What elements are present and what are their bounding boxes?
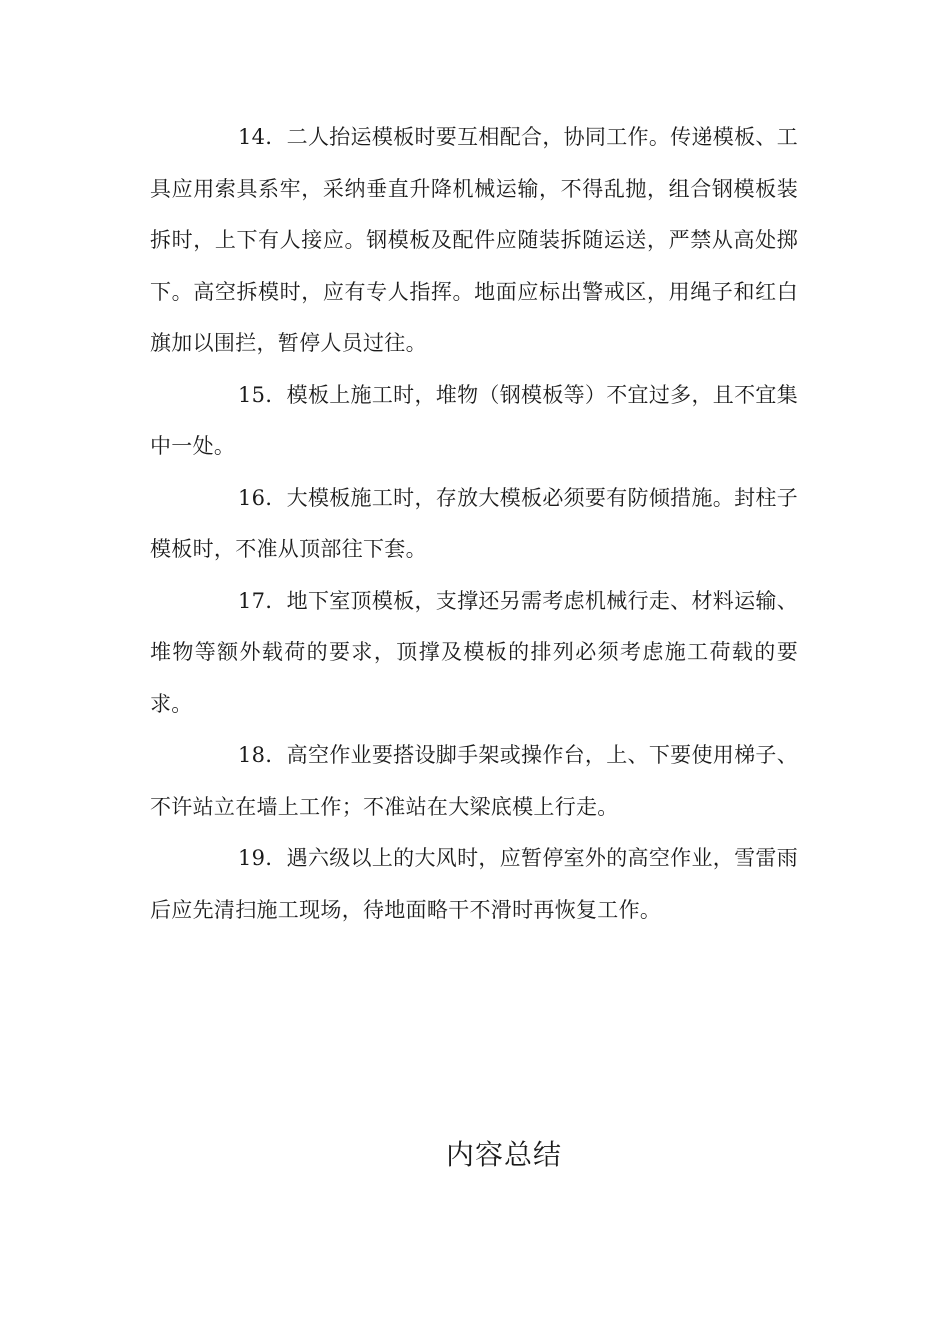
paragraph-19: 19．遇六级以上的大风时，应暂停室外的高空作业，雪雷雨后应先清扫施工现场，待地面略干不滑时再恢复工作。 [150,846,798,922]
paragraph-17: 17．地下室顶模板，支撑还另需考虑机械行走、材料运输、堆物等额外载荷的要求，顶撑及模板的排列必须考虑施工荷载的要求。 [150,588,798,716]
summary-title: 内容总结 [445,1138,562,1171]
paragraph-16: 16．大模板施工时，存放大模板必须要有防倾措施。封柱子模板时，不准从顶部往下套。 [150,485,798,561]
paragraph-18: 18．高空作业要搭设脚手架或操作台，上、下要使用梯子、不许站立在墙上工作；不准站在大梁底模上行走。 [150,743,798,819]
paragraph-15: 15．模板上施工时，堆物（钢模板等）不宜过多，且不宜集中一处。 [150,382,798,458]
paragraph-14: 14．二人抬运模板时要互相配合，协同工作。传递模板、工具应用索具系牢，采纳垂直升降机械运输，不得乱抛，组合钢模板装拆时，上下有人接应。钢模板及配件应随装拆随运送，严禁从高处掷下。高空拆模时，应有专人指挥。地面应标出警戒区，用绳子和红白旗加以围拦，暂停人员过往。 [150,125,798,355]
document-body [150,112,798,936]
